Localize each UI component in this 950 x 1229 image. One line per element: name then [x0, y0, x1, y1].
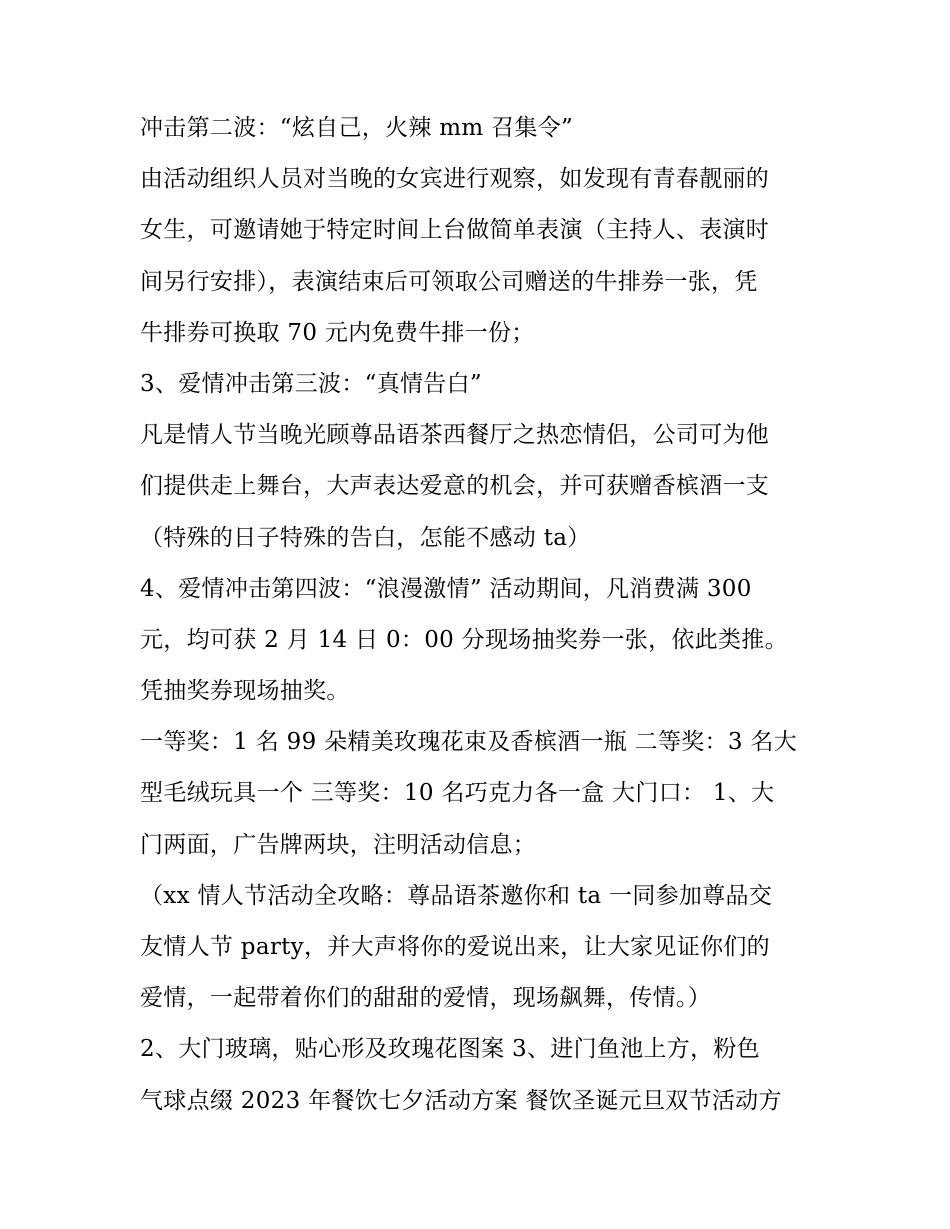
text-line: 2、大门玻璃，贴心形及玫瑰花图案 3、进门鱼池上方，粉色	[140, 1036, 760, 1063]
text-line: 凡是情人节当晚光顾尊品语茶西餐厅之热恋情侣，公司可为他	[140, 422, 770, 449]
text-line: 型毛绒玩具一个 三等奖：10 名巧克力各一盒 大门口： 1、大	[140, 780, 775, 807]
text-line: 气球点缀 2023 年餐饮七夕活动方案 餐饮圣诞元旦双节活动方	[140, 1087, 782, 1114]
text-line: 门两面，广告牌两块，注明活动信息；	[140, 831, 537, 858]
document-body	[140, 103, 830, 1127]
text-line: 4、爱情冲击第四波：“浪漫激情” 活动期间，凡消费满 300	[140, 575, 752, 602]
text-line: 牛排券可换取 70 元内免费牛排一份；	[140, 319, 535, 346]
text-line: 凭抽奖券现场抽奖。	[140, 678, 350, 705]
text-line: 元，均可获 2 月 14 日 0：00 分现场抽奖券一张，依此类推。	[140, 626, 788, 653]
text-line: 一等奖：1 名 99 朵精美玫瑰花束及香槟酒一瓶 二等奖：3 名大	[140, 729, 797, 756]
text-line: 间另行安排），表演结束后可领取公司赠送的牛排券一张，凭	[140, 268, 758, 295]
text-line: 们提供走上舞台，大声表达爱意的机会，并可获赠香槟酒一支	[140, 473, 770, 500]
text-line: 友情人节 party，并大声将你的爱说出来，让大家见证你们的	[140, 934, 770, 960]
text-line: （xx 情人节活动全攻略：尊品语茶邀你和 ta 一同参加尊品交	[140, 882, 773, 909]
text-line: 冲击第二波：“炫自己，火辣 mm 召集令”	[140, 115, 574, 141]
text-line: 由活动组织人员对当晚的女宾进行观察，如发现有青春靓丽的	[140, 166, 770, 193]
text-line: （特殊的日子特殊的告白，怎能不感动 ta）	[140, 524, 591, 551]
text-line: 3、爱情冲击第三波：“真情告白”	[140, 370, 482, 397]
text-line: 爱情，一起带着你们的甜甜的爱情，现场飙舞，传情。）	[140, 985, 711, 1012]
text-line: 女生，可邀请她于特定时间上台做简单表演（主持人、表演时	[140, 217, 770, 244]
